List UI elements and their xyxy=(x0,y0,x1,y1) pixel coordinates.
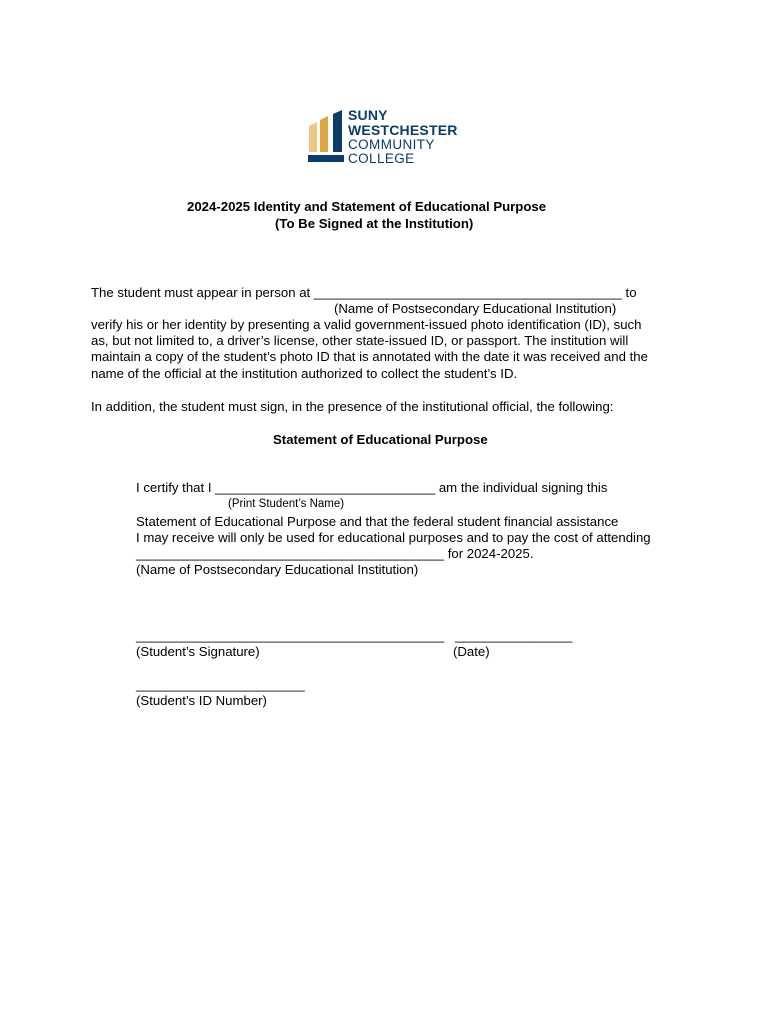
intro-institution-caption: (Name of Postsecondary Educational Institution) xyxy=(334,301,617,316)
document-title: 2024-2025 Identity and Statement of Educational Purpose xyxy=(187,199,547,214)
date-caption: (Date) xyxy=(453,644,490,659)
statement-line-3: I may receive will only be used for educational purposes and to pay the cost of attending xyxy=(136,530,651,545)
logo-line-college: COLLEGE xyxy=(348,151,415,166)
print-name-caption: (Print Student’s Name) xyxy=(228,498,345,510)
statement-line-2: Statement of Educational Purpose and that the federal student financial assistance xyxy=(136,514,619,529)
logo-line-westchester: WESTCHESTER xyxy=(348,122,458,138)
signature-caption: (Student’s Signature) xyxy=(136,644,260,659)
logo-line-suny: SUNY xyxy=(348,107,388,123)
intro-line-3: as, but not limited to, a driver’s license, other state-issued ID, or passport. The institution will xyxy=(91,333,629,348)
logo-line-community: COMMUNITY xyxy=(348,137,435,152)
student-id-line: _______________________ xyxy=(136,677,305,692)
intro-line-1: The student must appear in person at __________________________________________ to xyxy=(91,285,637,300)
statement-line-4: __________________________________________ for 2024-2025. xyxy=(136,546,534,561)
document-subtitle: (To Be Signed at the Institution) xyxy=(275,216,474,231)
intro-line-2: verify his or her identity by presenting a valid government-issued photo identification (ID), such xyxy=(91,317,642,332)
intro-line-4: maintain a copy of the student’s photo ID that is annotated with the date it was received and the xyxy=(91,349,648,364)
statement-line-1: I certify that I ______________________________ am the individual signing this xyxy=(136,480,608,495)
signature-line: __________________________________________ xyxy=(136,628,445,643)
statement-heading: Statement of Educational Purpose xyxy=(273,432,488,447)
statement-line-5: (Name of Postsecondary Educational Institution) xyxy=(136,562,419,577)
intro-line-5: name of the official at the institution authorized to collect the student’s ID. xyxy=(91,366,518,381)
addition-paragraph: In addition, the student must sign, in the presence of the institutional official, the following: xyxy=(91,399,614,414)
student-id-caption: (Student’s ID Number) xyxy=(136,693,267,708)
date-line: ________________ xyxy=(455,628,573,643)
